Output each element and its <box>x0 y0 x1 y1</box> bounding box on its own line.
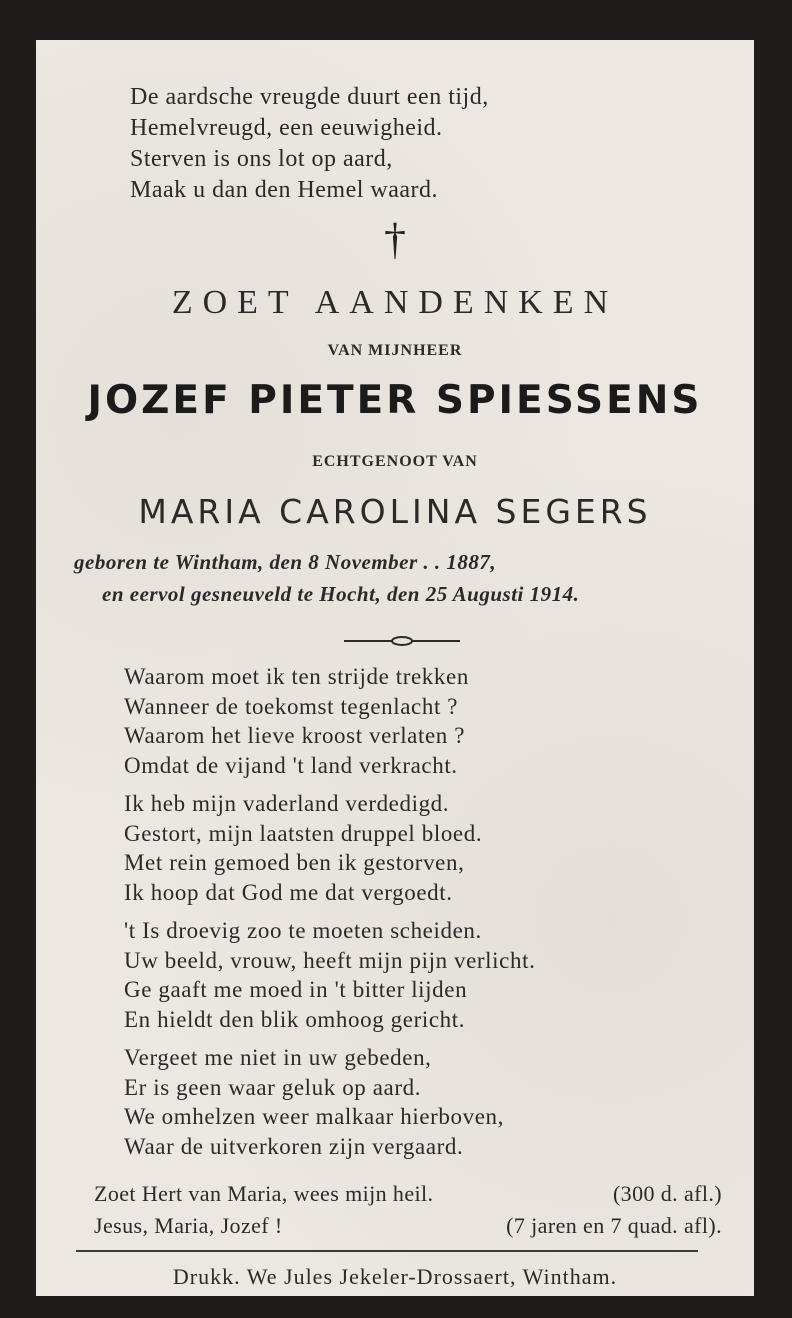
poem-line: Vergeet me niet in uw gebeden, <box>124 1045 432 1070</box>
poem-stanza <box>124 1043 535 1161</box>
verse-line: Maak u dan den Hemel waard. <box>130 177 439 203</box>
poem-line: Waarom moet ik ten strijde trekken <box>124 664 469 689</box>
poem-line: We omhelzen weer malkaar hierboven, <box>124 1104 504 1129</box>
poem-line: Uw beeld, vrouw, heeft mijn pijn verlicht. <box>124 947 536 973</box>
death-line: en eervol gesneuveld te Hocht, den 25 Augusti 1914. <box>102 582 580 606</box>
poem-line: Omdat de vijand 't land verkracht. <box>124 752 458 778</box>
poem-line: Ik heb mijn vaderland verdedigd. <box>124 791 450 816</box>
footer-rule <box>76 1250 698 1252</box>
poem-line: Ge gaaft me moed in 't bitter lijden <box>124 977 468 1002</box>
poem <box>124 662 535 1170</box>
spouse-name: MARIA CAROLINA SEGERS <box>138 492 652 531</box>
ornament-divider-icon <box>344 634 460 648</box>
prayer-indulgence: (7 jaren en 7 quad. afl). <box>506 1213 722 1238</box>
poem-stanza <box>124 789 535 907</box>
van-mijnheer-label: VAN MIJNHEER <box>327 342 463 359</box>
poem-stanza <box>124 662 535 780</box>
poem-line: Wanneer de toekomst tegenlacht ? <box>124 693 459 719</box>
poem-line: 't Is droevig zoo te moeten scheiden. <box>124 918 482 943</box>
poem-line: En hieldt den blik omhoog gericht. <box>124 1006 466 1032</box>
birth-line: geboren te Wintham, den 8 November . . 1887, <box>74 550 497 574</box>
prayer-row <box>94 1178 722 1210</box>
poem-line: Waar de uitverkoren zijn vergaard. <box>124 1133 464 1159</box>
poem-line: Gestort, mijn laatsten druppel bloed. <box>124 820 483 846</box>
poem-stanza <box>124 916 535 1034</box>
opening-verse <box>130 82 489 206</box>
verse-line: Hemelvreugd, een eeuwigheid. <box>130 115 443 141</box>
cross-icon: † <box>384 215 406 264</box>
prayer-indulgence: (300 d. afl.) <box>612 1181 722 1206</box>
poem-line: Ik hoop dat God me dat vergoedt. <box>124 879 453 905</box>
verse-line: Sterven is ons lot op aard, <box>130 146 393 172</box>
prayer-row <box>94 1210 722 1242</box>
card-title: ZOET AANDENKEN <box>171 284 619 321</box>
printer-credit: Drukk. We Jules Jekeler-Drossaert, Wintham. <box>172 1264 618 1289</box>
card-paper <box>36 40 754 1296</box>
poem-line: Met rein gemoed ben ik gestorven, <box>124 850 465 875</box>
deceased-name: JOZEF PIETER SPIESSENS <box>87 378 703 423</box>
prayer-text: Zoet Hert van Maria, wees mijn heil. <box>94 1181 434 1206</box>
verse-line: De aardsche vreugde duurt een tijd, <box>130 84 489 110</box>
poem-line: Waarom het lieve kroost verlaten ? <box>124 723 466 748</box>
indulgence-prayers <box>94 1178 722 1242</box>
life-dates <box>74 546 724 610</box>
poem-line: Er is geen waar geluk op aard. <box>124 1074 422 1100</box>
prayer-text: Jesus, Maria, Jozef ! <box>94 1213 283 1238</box>
spouse-label: ECHTGENOOT VAN <box>312 453 478 470</box>
